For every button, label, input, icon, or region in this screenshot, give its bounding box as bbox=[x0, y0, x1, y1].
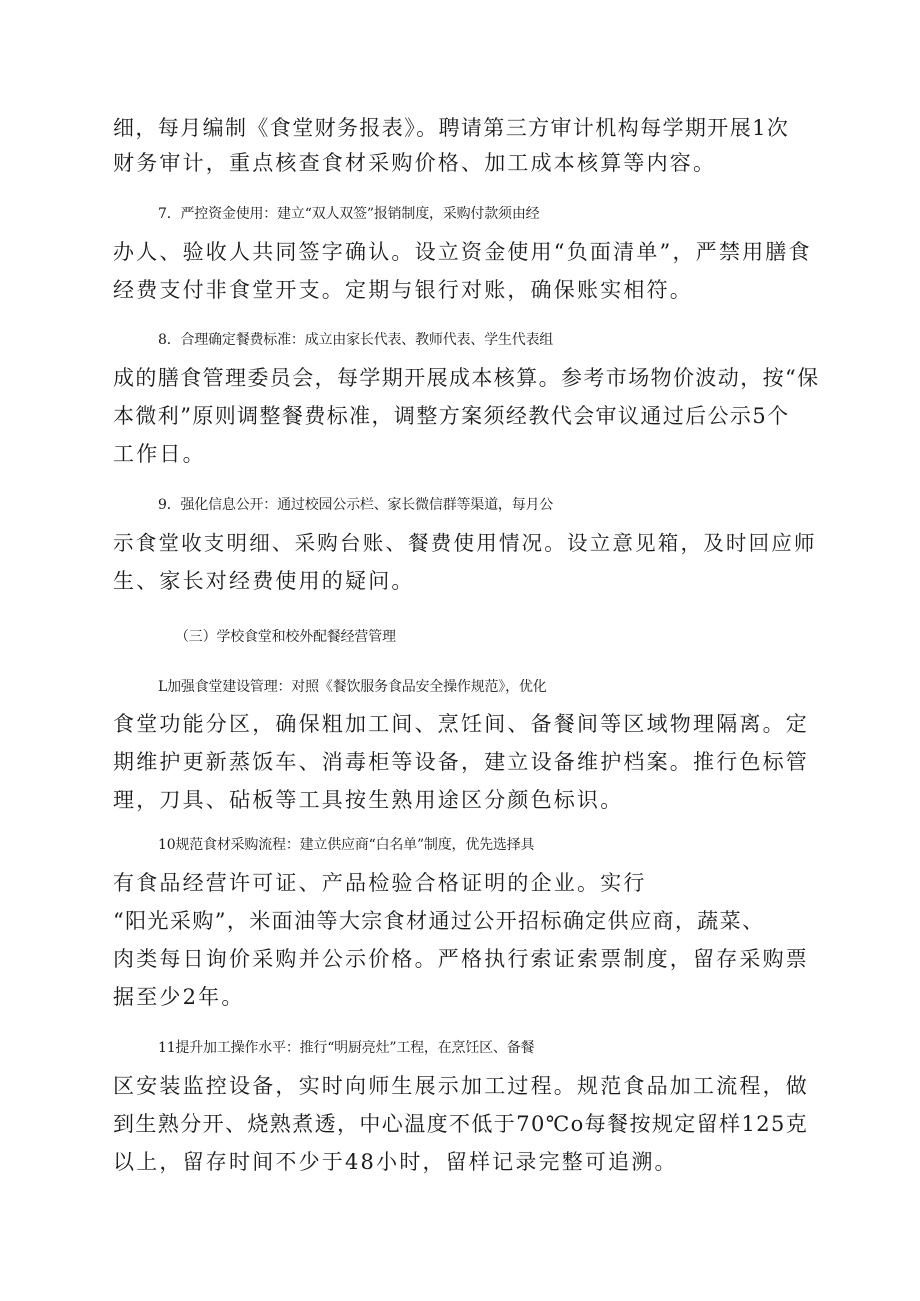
text-line: 财务审计，重点核查食材采购价格、加工成本核算等内容。 bbox=[113, 151, 717, 175]
text-line: 8．合理确定餐费标准：成立由家长代表、教师代表、学生代表组 bbox=[158, 332, 554, 348]
text-line: 办人、验收人共同签字确认。设立资金使用“负面清单”，严禁用膳食 bbox=[113, 240, 812, 264]
text-line: 工作日。 bbox=[113, 442, 206, 466]
text-line: 7．严控资金使用：建立“双人双签”报销制度，采购付款须由经 bbox=[158, 206, 540, 222]
text-line: 10规范食材采购流程：建立供应商“白名单”制度，优先选择具 bbox=[158, 837, 535, 853]
text-line: 区安装监控设备，实时向师生展示加工过程。规范食品加工流程，做 bbox=[113, 1074, 809, 1098]
text-line: 细，每月编制《食堂财务报表》。聘请第三方审计机构每学期开展1次 bbox=[113, 116, 790, 140]
text-line: “阳光采购”，米面油等大宗食材通过公开招标确定供应商，蔬菜、 bbox=[113, 909, 765, 933]
text-line: 据至少2年。 bbox=[113, 985, 245, 1009]
text-line: 9．强化信息公开：通过校园公示栏、家长微信群等渠道，每月公 bbox=[158, 497, 554, 513]
text-line: 以上，留存时间不少于48小时，留样记录完整可追溯。 bbox=[113, 1150, 678, 1174]
text-line: 生、家长对经费使用的疑问。 bbox=[113, 569, 415, 593]
text-line: 到生熟分开、烧熟煮透，中心温度不低于70℃o每餐按规定留样125克 bbox=[113, 1112, 809, 1136]
text-line: 经费支付非食堂开支。定期与银行对账，确保账实相符。 bbox=[113, 278, 693, 302]
text-line: 示食堂收支明细、采购台账、餐费使用情况。设立意见箱，及时回应师 bbox=[113, 531, 817, 555]
text-line: 本微利”原则调整餐费标准，调整方案须经教代会审议通过后公示5个 bbox=[113, 404, 790, 428]
section-heading: （三）学校食堂和校外配餐经营管理 bbox=[175, 629, 396, 645]
text-line: 肉类每日询价采购并公示价格。严格执行索证索票制度，留存采购票 bbox=[113, 947, 809, 971]
text-line: L加强食堂建设管理：对照《餐饮服务食品安全操作规范》，优化 bbox=[158, 679, 547, 695]
text-line: 期维护更新蒸饭车、消毒柜等设备，建立设备维护档案。推行色标管 bbox=[113, 750, 809, 774]
text-line: 有食品经营许可证、产品检验合格证明的企业。实行 bbox=[113, 871, 647, 895]
text-line: 成的膳食管理委员会，每学期开展成本核算。参考市场物价波动，按“保 bbox=[113, 366, 820, 390]
text-line: 理，刀具、砧板等工具按生熟用途区分颜色标识。 bbox=[113, 788, 624, 812]
text-line: 11提升加工操作水平：推行“明厨亮灶”工程，在烹饪区、备餐 bbox=[158, 1040, 535, 1056]
text-line: 食堂功能分区，确保粗加工间、烹饪间、备餐间等区域物理隔离。定 bbox=[113, 712, 809, 736]
